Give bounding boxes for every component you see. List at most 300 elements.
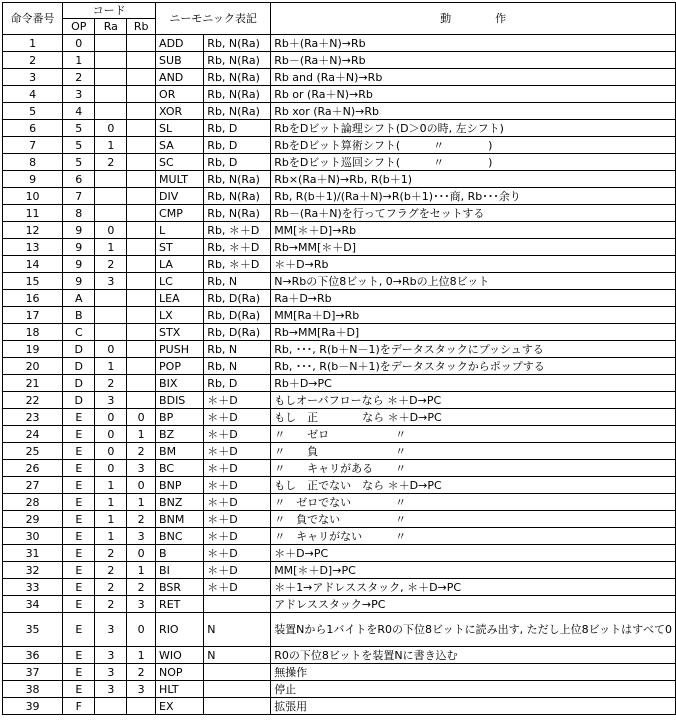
instruction-table xyxy=(2,2,676,715)
cell-rb: 0 xyxy=(127,545,156,562)
cell-action: もし 正 なら ＊＋D→PC xyxy=(271,409,676,426)
cell-action: Rb×(Ra＋N)→Rb, R(b＋1) xyxy=(271,171,676,188)
cell-number: 37 xyxy=(3,664,63,681)
cell-action: Rb＋(Ra＋N)→Rb xyxy=(271,35,676,52)
cell-mnemonic: BC xyxy=(156,460,204,477)
cell-action: MM[＊＋D]→PC xyxy=(271,562,676,579)
cell-op: E xyxy=(63,494,95,511)
cell-operand: Rb, ＊＋D xyxy=(204,222,271,239)
cell-op: B xyxy=(63,307,95,324)
cell-number: 35 xyxy=(3,613,63,647)
cell-rb xyxy=(127,698,156,715)
header-op: OP xyxy=(63,19,95,35)
cell-mnemonic: HLT xyxy=(156,681,204,698)
cell-operand: Rb, ＊＋D xyxy=(204,239,271,256)
cell-action: RbをDビット論理シフト(D＞0の時, 左シフト) xyxy=(271,120,676,137)
cell-mnemonic: LX xyxy=(156,307,204,324)
cell-ra: 2 xyxy=(95,545,127,562)
cell-rb xyxy=(127,358,156,375)
cell-mnemonic: SA xyxy=(156,137,204,154)
cell-operand: ＊＋D xyxy=(204,545,271,562)
cell-number: 25 xyxy=(3,443,63,460)
table-row xyxy=(3,528,676,545)
cell-action: 〃 ゼロ 〃 xyxy=(271,426,676,443)
cell-mnemonic: XOR xyxy=(156,103,204,120)
cell-ra: 0 xyxy=(95,341,127,358)
cell-rb xyxy=(127,375,156,392)
table-row xyxy=(3,613,676,647)
cell-mnemonic: EX xyxy=(156,698,204,715)
cell-number: 36 xyxy=(3,647,63,664)
cell-mnemonic: WIO xyxy=(156,647,204,664)
cell-rb: 3 xyxy=(127,460,156,477)
cell-action: RbをDビット算術シフト( 〃 ) xyxy=(271,137,676,154)
cell-ra: 2 xyxy=(95,375,127,392)
cell-mnemonic: LA xyxy=(156,256,204,273)
cell-action: MM[＊＋D]→Rb xyxy=(271,222,676,239)
cell-rb xyxy=(127,69,156,86)
cell-action: 装置Nから1バイトをR0の下位8ビットに読み出す, ただし上位8ビットはすべて0 xyxy=(271,613,676,647)
cell-operand: ＊＋D xyxy=(204,392,271,409)
cell-action: 〃 負 〃 xyxy=(271,443,676,460)
cell-ra: 0 xyxy=(95,426,127,443)
cell-rb xyxy=(127,205,156,222)
cell-rb xyxy=(127,120,156,137)
cell-action: ＊＋D→Rb xyxy=(271,256,676,273)
cell-op: 5 xyxy=(63,154,95,171)
cell-mnemonic: POP xyxy=(156,358,204,375)
cell-rb: 1 xyxy=(127,562,156,579)
cell-mnemonic: BNZ xyxy=(156,494,204,511)
cell-ra: 1 xyxy=(95,358,127,375)
cell-number: 31 xyxy=(3,545,63,562)
cell-op: E xyxy=(63,511,95,528)
cell-rb xyxy=(127,307,156,324)
cell-mnemonic: AND xyxy=(156,69,204,86)
cell-operand: ＊＋D xyxy=(204,477,271,494)
cell-op: 9 xyxy=(63,222,95,239)
cell-mnemonic: OR xyxy=(156,86,204,103)
cell-operand: ＊＋D xyxy=(204,562,271,579)
cell-operand: N xyxy=(204,647,271,664)
cell-ra: 3 xyxy=(95,664,127,681)
cell-action: ＊＋1→アドレススタック, ＊＋D→PC xyxy=(271,579,676,596)
table-row xyxy=(3,426,676,443)
cell-number: 15 xyxy=(3,273,63,290)
cell-action: 〃 負でない 〃 xyxy=(271,511,676,528)
cell-number: 2 xyxy=(3,52,63,69)
cell-ra xyxy=(95,324,127,341)
cell-op: 3 xyxy=(63,86,95,103)
table-row xyxy=(3,681,676,698)
cell-op: E xyxy=(63,460,95,477)
instruction-table-container xyxy=(2,2,676,715)
cell-mnemonic: LC xyxy=(156,273,204,290)
cell-mnemonic: ADD xyxy=(156,35,204,52)
cell-op: E xyxy=(63,528,95,545)
cell-rb xyxy=(127,137,156,154)
cell-ra: 1 xyxy=(95,477,127,494)
header-rb: Rb xyxy=(127,19,156,35)
cell-ra xyxy=(95,188,127,205)
cell-ra: 2 xyxy=(95,562,127,579)
header-action: 動 作 xyxy=(271,3,676,35)
cell-ra: 3 xyxy=(95,613,127,647)
cell-operand: Rb, N(Ra) xyxy=(204,171,271,188)
cell-operand: ＊＋D xyxy=(204,443,271,460)
cell-mnemonic: MULT xyxy=(156,171,204,188)
cell-mnemonic: BDIS xyxy=(156,392,204,409)
table-row xyxy=(3,494,676,511)
cell-ra xyxy=(95,35,127,52)
cell-op: E xyxy=(63,613,95,647)
cell-mnemonic: L xyxy=(156,222,204,239)
cell-rb xyxy=(127,239,156,256)
cell-operand: Rb, D(Ra) xyxy=(204,290,271,307)
cell-op: 0 xyxy=(63,35,95,52)
cell-rb xyxy=(127,188,156,205)
cell-operand: Rb, N xyxy=(204,358,271,375)
cell-ra: 2 xyxy=(95,596,127,613)
table-row xyxy=(3,52,676,69)
cell-action: 拡張用 xyxy=(271,698,676,715)
cell-ra xyxy=(95,307,127,324)
cell-mnemonic: BIX xyxy=(156,375,204,392)
cell-number: 5 xyxy=(3,103,63,120)
cell-ra: 1 xyxy=(95,494,127,511)
cell-op: E xyxy=(63,562,95,579)
cell-mnemonic: ST xyxy=(156,239,204,256)
cell-operand: Rb, D xyxy=(204,375,271,392)
cell-ra xyxy=(95,86,127,103)
cell-mnemonic: BNC xyxy=(156,528,204,545)
cell-action: Rb－(Ra＋N)→Rb xyxy=(271,52,676,69)
table-row xyxy=(3,69,676,86)
cell-ra xyxy=(95,171,127,188)
cell-operand: Rb, N(Ra) xyxy=(204,188,271,205)
cell-action: RbをDビット巡回シフト( 〃 ) xyxy=(271,154,676,171)
cell-action: R0の下位8ビットを装置Nに書き込む xyxy=(271,647,676,664)
cell-ra: 1 xyxy=(95,528,127,545)
table-row xyxy=(3,460,676,477)
cell-op: 6 xyxy=(63,171,95,188)
cell-op: F xyxy=(63,698,95,715)
cell-op: E xyxy=(63,681,95,698)
cell-op: E xyxy=(63,409,95,426)
cell-number: 32 xyxy=(3,562,63,579)
cell-ra: 2 xyxy=(95,579,127,596)
cell-number: 28 xyxy=(3,494,63,511)
table-row xyxy=(3,137,676,154)
cell-op: E xyxy=(63,579,95,596)
cell-action: Rb＋D→PC xyxy=(271,375,676,392)
cell-rb xyxy=(127,392,156,409)
cell-action: 無操作 xyxy=(271,664,676,681)
table-row xyxy=(3,358,676,375)
cell-operand: Rb, N(Ra) xyxy=(204,69,271,86)
cell-action: Rb－(Ra＋N)を行ってフラグをセットする xyxy=(271,205,676,222)
cell-rb: 1 xyxy=(127,426,156,443)
cell-op: C xyxy=(63,324,95,341)
cell-operand: ＊＋D xyxy=(204,579,271,596)
cell-mnemonic: BSR xyxy=(156,579,204,596)
cell-ra xyxy=(95,69,127,86)
table-row xyxy=(3,154,676,171)
instruction-rows xyxy=(3,35,676,715)
header-code: コード xyxy=(63,3,156,19)
cell-action: Rb, ･･･, R(b＋N－1)をデータスタックにプッシュする xyxy=(271,341,676,358)
cell-operand xyxy=(204,698,271,715)
table-row xyxy=(3,664,676,681)
cell-number: 19 xyxy=(3,341,63,358)
cell-rb xyxy=(127,222,156,239)
cell-rb xyxy=(127,52,156,69)
cell-ra: 3 xyxy=(95,647,127,664)
cell-ra xyxy=(95,103,127,120)
cell-action: Rb and (Ra＋N)→Rb xyxy=(271,69,676,86)
cell-mnemonic: BP xyxy=(156,409,204,426)
cell-number: 27 xyxy=(3,477,63,494)
cell-op: 8 xyxy=(63,205,95,222)
cell-ra: 0 xyxy=(95,443,127,460)
cell-ra: 2 xyxy=(95,256,127,273)
cell-mnemonic: CMP xyxy=(156,205,204,222)
cell-action: Rb, R(b＋1)/(Ra＋N)→R(b＋1)･･･商, Rb･･･余り xyxy=(271,188,676,205)
cell-number: 29 xyxy=(3,511,63,528)
table-row xyxy=(3,545,676,562)
cell-operand: Rb, D(Ra) xyxy=(204,307,271,324)
cell-ra: 2 xyxy=(95,154,127,171)
cell-rb: 2 xyxy=(127,511,156,528)
cell-rb xyxy=(127,86,156,103)
cell-op: D xyxy=(63,375,95,392)
cell-action: アドレススタック→PC xyxy=(271,596,676,613)
cell-action: もしオーバフローなら ＊＋D→PC xyxy=(271,392,676,409)
cell-mnemonic: B xyxy=(156,545,204,562)
cell-operand xyxy=(204,596,271,613)
cell-number: 34 xyxy=(3,596,63,613)
cell-rb xyxy=(127,324,156,341)
cell-operand: Rb, N(Ra) xyxy=(204,86,271,103)
cell-rb: 3 xyxy=(127,528,156,545)
header-row-1 xyxy=(3,3,676,19)
table-row xyxy=(3,273,676,290)
cell-mnemonic: RET xyxy=(156,596,204,613)
cell-op: 9 xyxy=(63,256,95,273)
cell-op: 5 xyxy=(63,120,95,137)
table-row xyxy=(3,290,676,307)
table-row xyxy=(3,647,676,664)
cell-ra xyxy=(95,290,127,307)
cell-operand: Rb, D xyxy=(204,120,271,137)
cell-op: E xyxy=(63,664,95,681)
table-row xyxy=(3,256,676,273)
cell-op: E xyxy=(63,477,95,494)
cell-number: 38 xyxy=(3,681,63,698)
cell-number: 3 xyxy=(3,69,63,86)
cell-action: Rb xor (Ra＋N)→Rb xyxy=(271,103,676,120)
cell-number: 4 xyxy=(3,86,63,103)
cell-mnemonic: STX xyxy=(156,324,204,341)
cell-operand: Rb, N(Ra) xyxy=(204,35,271,52)
cell-rb: 1 xyxy=(127,647,156,664)
cell-number: 13 xyxy=(3,239,63,256)
cell-action: N→Rbの下位8ビット, 0→Rbの上位8ビット xyxy=(271,273,676,290)
header-ra: Ra xyxy=(95,19,127,35)
table-row xyxy=(3,188,676,205)
cell-operand: Rb, ＊＋D xyxy=(204,256,271,273)
header-number: 命令番号 xyxy=(3,3,63,35)
cell-ra: 0 xyxy=(95,409,127,426)
cell-number: 20 xyxy=(3,358,63,375)
cell-rb: 0 xyxy=(127,409,156,426)
cell-action: Rb→MM[＊＋D] xyxy=(271,239,676,256)
table-row xyxy=(3,562,676,579)
table-row xyxy=(3,477,676,494)
cell-rb xyxy=(127,290,156,307)
cell-operand xyxy=(204,664,271,681)
table-row xyxy=(3,239,676,256)
cell-action: 停止 xyxy=(271,681,676,698)
cell-number: 11 xyxy=(3,205,63,222)
cell-operand: Rb, N(Ra) xyxy=(204,205,271,222)
cell-action: ＊＋D→PC xyxy=(271,545,676,562)
table-row xyxy=(3,579,676,596)
cell-operand: ＊＋D xyxy=(204,511,271,528)
cell-rb: 0 xyxy=(127,613,156,647)
cell-mnemonic: SL xyxy=(156,120,204,137)
header-mnemonic: ニーモニック表記 xyxy=(156,3,271,35)
cell-number: 10 xyxy=(3,188,63,205)
cell-op: E xyxy=(63,596,95,613)
table-row xyxy=(3,596,676,613)
cell-operand: Rb, N xyxy=(204,273,271,290)
cell-mnemonic: BI xyxy=(156,562,204,579)
cell-mnemonic: DIV xyxy=(156,188,204,205)
cell-rb xyxy=(127,256,156,273)
cell-op: 9 xyxy=(63,239,95,256)
cell-ra: 1 xyxy=(95,511,127,528)
cell-operand: Rb, D xyxy=(204,154,271,171)
cell-action: Rb or (Ra＋N)→Rb xyxy=(271,86,676,103)
cell-rb: 1 xyxy=(127,494,156,511)
cell-mnemonic: BM xyxy=(156,443,204,460)
cell-op: 5 xyxy=(63,137,95,154)
cell-number: 17 xyxy=(3,307,63,324)
cell-op: 4 xyxy=(63,103,95,120)
cell-operand: ＊＋D xyxy=(204,426,271,443)
cell-action: 〃 ゼロでない 〃 xyxy=(271,494,676,511)
cell-op: D xyxy=(63,341,95,358)
cell-action: Ra＋D→Rb xyxy=(271,290,676,307)
cell-rb: 2 xyxy=(127,443,156,460)
table-row xyxy=(3,375,676,392)
table-row xyxy=(3,511,676,528)
cell-mnemonic: SUB xyxy=(156,52,204,69)
table-row xyxy=(3,35,676,52)
cell-number: 12 xyxy=(3,222,63,239)
table-row xyxy=(3,205,676,222)
cell-op: E xyxy=(63,647,95,664)
cell-number: 18 xyxy=(3,324,63,341)
cell-mnemonic: BZ xyxy=(156,426,204,443)
cell-action: MM[Ra＋D]→Rb xyxy=(271,307,676,324)
cell-rb: 0 xyxy=(127,477,156,494)
cell-op: 9 xyxy=(63,273,95,290)
cell-operand: ＊＋D xyxy=(204,460,271,477)
cell-rb: 3 xyxy=(127,596,156,613)
cell-ra xyxy=(95,52,127,69)
cell-operand: Rb, N xyxy=(204,341,271,358)
cell-number: 23 xyxy=(3,409,63,426)
cell-operand: Rb, D(Ra) xyxy=(204,324,271,341)
cell-operand: ＊＋D xyxy=(204,528,271,545)
cell-action: 〃 キャリがある 〃 xyxy=(271,460,676,477)
cell-rb xyxy=(127,273,156,290)
cell-rb xyxy=(127,103,156,120)
cell-op: E xyxy=(63,545,95,562)
table-row xyxy=(3,341,676,358)
cell-op: 2 xyxy=(63,69,95,86)
cell-number: 6 xyxy=(3,120,63,137)
cell-mnemonic: SC xyxy=(156,154,204,171)
cell-action: Rb→MM[Ra＋D] xyxy=(271,324,676,341)
cell-ra: 1 xyxy=(95,137,127,154)
table-row xyxy=(3,307,676,324)
cell-ra: 0 xyxy=(95,222,127,239)
cell-op: D xyxy=(63,392,95,409)
cell-operand: Rb, N(Ra) xyxy=(204,52,271,69)
cell-op: 7 xyxy=(63,188,95,205)
cell-number: 21 xyxy=(3,375,63,392)
cell-mnemonic: RIO xyxy=(156,613,204,647)
cell-action: 〃 キャリがない 〃 xyxy=(271,528,676,545)
cell-operand: ＊＋D xyxy=(204,494,271,511)
cell-number: 9 xyxy=(3,171,63,188)
cell-number: 30 xyxy=(3,528,63,545)
table-row xyxy=(3,324,676,341)
cell-op: E xyxy=(63,443,95,460)
cell-ra xyxy=(95,205,127,222)
table-row xyxy=(3,222,676,239)
cell-number: 22 xyxy=(3,392,63,409)
cell-number: 1 xyxy=(3,35,63,52)
cell-op: E xyxy=(63,426,95,443)
cell-number: 39 xyxy=(3,698,63,715)
cell-rb xyxy=(127,171,156,188)
cell-rb: 2 xyxy=(127,579,156,596)
cell-number: 7 xyxy=(3,137,63,154)
cell-number: 16 xyxy=(3,290,63,307)
cell-operand: Rb, D xyxy=(204,137,271,154)
cell-op: A xyxy=(63,290,95,307)
cell-operand: N xyxy=(204,613,271,647)
table-row xyxy=(3,409,676,426)
cell-mnemonic: BNM xyxy=(156,511,204,528)
cell-operand: Rb, N(Ra) xyxy=(204,103,271,120)
table-row xyxy=(3,86,676,103)
cell-op: 1 xyxy=(63,52,95,69)
cell-mnemonic: PUSH xyxy=(156,341,204,358)
cell-number: 14 xyxy=(3,256,63,273)
table-row xyxy=(3,392,676,409)
table-row xyxy=(3,120,676,137)
cell-ra: 0 xyxy=(95,120,127,137)
cell-mnemonic: LEA xyxy=(156,290,204,307)
cell-number: 24 xyxy=(3,426,63,443)
cell-operand: ＊＋D xyxy=(204,409,271,426)
table-row xyxy=(3,443,676,460)
